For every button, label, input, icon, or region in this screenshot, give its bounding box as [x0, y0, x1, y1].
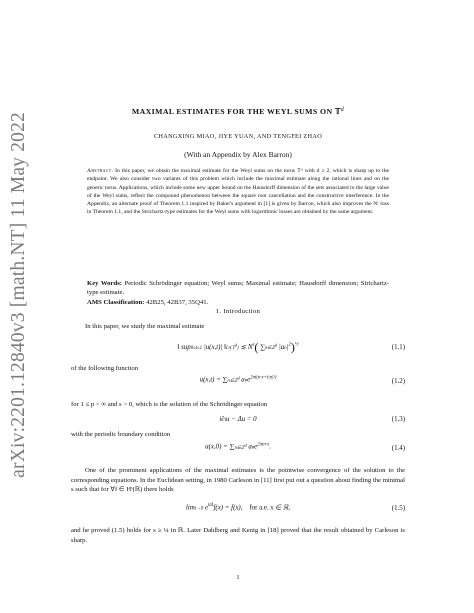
arxiv-stamp	[4, 60, 34, 530]
equation-1-2-body: u(x,t) = ∑n∈ℤ$^d$ ane$^{2\pi i(n\cdot x+t|n|^2)}$	[199, 375, 277, 384]
paragraph-3: for 1 ≤ p < ∞ and s > 0, which is the solution of the Schrödinger equation	[71, 401, 268, 408]
keywords-line: Key Words: Periodic Schrödinger equation; Weyl sums; Maximal estimate; Hausdorff dimension; Strichartz-type estimate.	[87, 280, 390, 297]
equation-1-5-number: (1.5)	[391, 505, 405, 512]
abstract	[87, 167, 389, 217]
paragraph-6: and he proved (1.5) holds for s ≥ ¼ in ℝ. Later Dahlberg and Kenig in [18] proved that the result obtained by Carleson is sharp.	[71, 527, 405, 544]
equation-1-4-number: (1.4)	[391, 445, 405, 452]
arxiv-id: arXiv:2201.12840v3 [math.NT] 11 May 2022	[8, 112, 29, 478]
section-heading: 1. Introduction	[215, 308, 261, 315]
equation-1-3-body: i∂tu − Δu = 0	[219, 416, 257, 423]
equation-1-5-body: limt→0 $e^{it\Delta}f(x) = f(x)$, for a.e. x ∈ ℝ,	[185, 503, 291, 512]
paragraph-5: One of the prominent applications of the maximal estimates is the pointwise convergence of the solution to the corresponding equations. In the Euclidean setting, in 1980 Carleson in [11] first put out a question about finding the minimal s such that for ∀f ∈ Hˢ(ℝ) there holds	[71, 467, 405, 494]
page-number: 1	[236, 574, 240, 581]
paragraph-2: of the following function	[71, 365, 139, 372]
appendix-credit: (With an Appendix by Alex Barron)	[184, 150, 292, 159]
paper-authors: CHANGXING MIAO, JIYE YUAN, AND TENGFEI ZHAO	[153, 133, 323, 140]
abstract-label: Abstract.	[87, 168, 114, 174]
paper-title: MAXIMAL ESTIMATES FOR THE WEYL SUMS ON 𝕋$^d$	[131, 107, 345, 116]
paragraph-4: with the periodic boundary condition	[71, 431, 171, 438]
equation-1-2-number: (1.2)	[391, 378, 405, 385]
equation-1-5	[71, 503, 405, 525]
ams-line: AMS Classification: 42B25, 42B37, 35Q41.	[87, 298, 209, 306]
equation-1-4	[71, 442, 405, 464]
keywords-block	[87, 279, 389, 307]
equation-1-2	[71, 375, 405, 397]
equation-1-4-body: u(x,0) = ∑n∈ℤ$^d$ ane$^{2\pi in\cdot x}$.	[205, 442, 271, 451]
equation-1-1	[71, 340, 405, 362]
equation-1-1-number: (1.1)	[391, 344, 405, 351]
abstract-text: In this paper, we obtain the maximal estimate for the Weyl sums on the torus 𝕋ᵈ with d ≥ 2, which is sharp up to the endpoint. We also consider two variants of this problem which include the maximal estimate along the rational lines and on the generic torus. Applications, which include some new upper bound on the Hausdorff dimension of the sets associated to the large value of the Weyl sums, reflect the compound phenomenon between the square root cancellation and the constructive interference. In the Appendix, an alternate proof of Theorem 1.1 inspired by Baker's argument in [1] is given by Barron, which also improves the Nᵋ loss in Theorem 1.1, and the Strichartz-type estimates for the Weyl sums with logarithmic losses are obtained by the same argument.	[87, 168, 389, 216]
equation-1-1-body: ‖ sup0≤t≤1 |u(x,t)| ‖Lᵖ(𝕋$^d$) ≲ $N^s$( ∑n∈ℤ$^d$ $|an|^2)^{\frac{1}{2}}$	[177, 340, 299, 354]
equation-1-3-number: (1.3)	[391, 416, 405, 423]
paragraph-1: In this paper, we study the maximal estimate	[85, 323, 205, 330]
